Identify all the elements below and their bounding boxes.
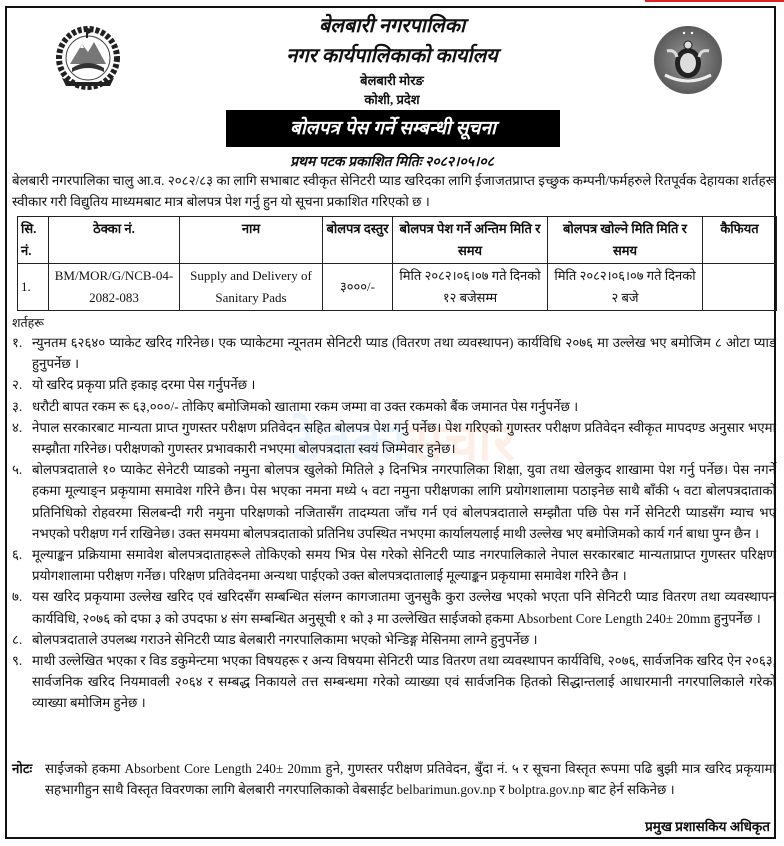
term-number: ६. (12, 547, 23, 563)
term-text: बोलपत्रदाताले उपलब्ध गराउने सेनिटरी प्याड बेलबारी नगरपालिकामा भएको भेन्डिङ्ग मेसिनमा लाग्ने हुनुपर्नेछ । (32, 631, 538, 647)
term-text: न्युनतम ६२६४० प्याकेट खरिद गरिनेछ। एक प्याकेटमा न्यूनतम सेनिटरी प्याड (वितरण तथा व्यवस्थापन) कार्यविधि २०७६ मा उल्लेख भए बमोजिम ८ ओटा प्याड हुनुपर्नेछ । (32, 335, 776, 372)
term-text: मूल्याङ्कन प्रक्रियामा समावेश बोलपत्रदाताहरूले तोकिएको समय भित्र पेस गरेको सेनिटरी प्याड नगरपालिकाले नेपाल सरकारबाट मान्यताप्राप्त गुणस्तर परिक्षण प्रयोगशालामा परीक्षण गर्नेछ। परिक्षण प्रतिवेदनमा अन्यथा पाईएको उक्त बोलपत्रदातालाई मूल्याङ्कन प्रकृयामा समावेश गरिने छैन । (32, 547, 776, 584)
list-item (12, 650, 776, 714)
note (12, 758, 776, 800)
term-number: ५. (12, 462, 23, 478)
term-text: नेपाल सरकारबाट मान्यता प्राप्त गुणस्तर परीक्षण प्रतिवेदन सहित बोलपत्र पेश गर्नु पर्नेछ। पेश गरिएको गुणस्तर परीक्षण प्रतिवेदन स्वीकृत मापदण्ड अनुसार भएमा सम्झौता गरिनेछ। परीक्षणको गुणस्तर प्रभावकारी नभएमा बोलपत्रदाता स्वयं जिम्मेवार हुनेछ। (32, 419, 776, 457)
terms-heading: शर्तहरू (12, 316, 44, 330)
term-text: बोलपत्रदाताले १० प्याकेट सेनेटरी प्याडको नमुना बोलपत्र खुलेको मितिले ३ दिनभित्र नगरपालिका शिक्षा, युवा तथा खेलकुद शाखामा पेश गर्नु पर्नेछ। पेस नगर्ने हकमा मूल्याङ्न प्रकृयामा समावेश गरिने छैन। पेस भएका नमना मध्ये ५ वटा नमुना परीक्षणका लागि प्रयोगशालामा पठाइनेछ साथै बाँकी ५ वटा बोलपत्रदाताको प्रतिनिधिको रोहवरमा सिलबन्दी गरी नमुना परिक्षणको नजितासँग तादम्यता जाँच गर्न एवं बोलपत्रदाताले सम्झौता पछि पेस गर्ने सेनिटरी प्याडसँग म्याच भए नभएको परीक्षण गर्न राखिनेछ। उक्त समयमा बोलपत्रदाताको प्रतिनिध उपस्थित नभएमा कार्यालयलाई माथी उल्लेख भए बमोजिमको कार्य गर्न बाधा पुग्न छैन । (32, 462, 776, 541)
term-number: ९. (12, 653, 23, 669)
list-item (12, 396, 776, 417)
term-number: १. (12, 335, 23, 350)
cell-submission-deadline: मिति २०८२।०६।०७ गते दिनको १२ बजेसम्म (393, 264, 548, 311)
signature-title: प्रमुख प्रशासकिय अधिकृत (645, 819, 770, 834)
term-number: ४. (12, 419, 23, 435)
col-header-fee: बोलपत्र दस्तुर (323, 217, 393, 264)
col-header-remarks: कैफियत (703, 217, 777, 264)
list-item (12, 332, 776, 374)
watermark-part1: ठेक्का (290, 415, 408, 472)
term-number: २. (12, 377, 23, 393)
location: बेलबारी मोरङ (360, 73, 424, 88)
list-item (12, 459, 776, 544)
col-header-name: नाम (180, 217, 323, 264)
cell-fee: ३०००/- (323, 264, 393, 311)
term-text: यो खरिद प्रकृया प्रति इकाइ दरमा पेस गर्नुपर्नेछ । (32, 377, 256, 393)
list-item (12, 629, 776, 650)
cell-contract-no: BM/MOR/G/NCB-04-2082-083 (49, 264, 180, 311)
intro-paragraph: बेलबारी नगरपालिका चालु आ.व. २०८२/८३ का लागि सभाबाट स्वीकृत सेनिटरी प्याड खरिदका लागि ईजाजतप्राप्त इच्छुक कम्पनी/फर्महरुले रितपूर्वक देहायका शर्तहरू स्वीकार गरी विद्युतिय माध्यमबाट मात्र बोलपत्र पेश गर्नु हुन यो सूचना प्रकाशित गरिएको छ । (12, 173, 776, 209)
list-item (12, 417, 776, 459)
province: कोशी, प्रदेश (364, 92, 420, 107)
cell-name: Supply and Delivery of Sanitary Pads (180, 264, 323, 311)
term-number: ८. (12, 631, 23, 647)
municipality-name: बेलबारी नगरपालिका (318, 15, 466, 37)
office-name: नगर कार्यपालिकाको कार्यालय (286, 45, 498, 67)
col-header-sn: सि. नं. (18, 217, 49, 264)
term-text: धरौटी बापत रकम रू ६३,०००/- तोकिए बमोजिमको खातामा रकम जम्मा वा उक्त रकमको बैंक जमानत पेस गर्नुपर्नेछ । (32, 398, 579, 414)
notice-title-banner: बोलपत्र पेस गर्ने सम्बन्धी सूचना (226, 110, 560, 147)
watermark-part2: सचार (407, 415, 517, 472)
cell-sn: 1. (18, 264, 49, 311)
note-label: नोटः (12, 761, 33, 776)
term-text: यस खरिद प्रकृयामा उल्लेख खरिद एवं खरिदसँग सम्बन्धित संलग्न कागजातमा जुनसुकै कुरा उल्लेख भएको भएता पनि सेनिटरी प्याड वितरण तथा व्यवस्थापन कार्यविधि, २०७६ को दफा ३ को उपदफा ४ संग सम्बन्धित अनुसूची १ को ३ मा उल्लेखित साईजको हकमा Absorbent Core Length 240± 20mm हुनुपर्नेछ । (32, 589, 776, 626)
first-published-date: प्रथम पटक प्रकाशित मितिः २०८२।०५।०८ (290, 155, 494, 170)
table-header-row (18, 217, 777, 264)
cell-opening-date: मिति २०८२।०६।०७ गते दिनको २ बजे (548, 264, 703, 311)
col-header-contract-no: ठेक्का नं. (49, 217, 180, 264)
term-number: ३. (12, 398, 23, 414)
col-header-submission-deadline: बोलपत्र पेश गर्ने अन्तिम मिति र समय (393, 217, 548, 264)
cell-remarks (703, 264, 777, 311)
list-item (12, 374, 776, 395)
term-number: ७. (12, 589, 23, 605)
list-item (12, 586, 776, 628)
list-item (12, 544, 776, 586)
col-header-opening-date: बोलपत्र खोल्ने मिति मिति र समय (548, 217, 703, 264)
terms-list (12, 332, 776, 714)
term-text: माथी उल्लेखित भएका र विड डकुमेन्टमा भएका विषयहरू र अन्य विषयमा सेनिटरी प्याड वितरण तथा व्यवस्थापन कार्यविधि, २०७६, सार्वजनिक खरिद ऐन २०६३, सार्वजनिक खरिद नियमावली २०६४ र सम्बद्ध निकायले तत्त सम्बन्धमा गरेको व्याख्या एवं सार्वजनिक हितको सिद्धान्तलाई आधारमानी नगरपालिकाले गरेको व्याख्या बमोजिम हुनेछ । (32, 653, 776, 711)
tender-table (17, 216, 777, 311)
note-text: साईजको हकमा Absorbent Core Length 240± 20mm हुने, गुणस्तर परीक्षण प्रतिवेदन, बुँदा नं. ५ र सूचना विस्तृत रूपमा पढि बुझी मात्र खरिद प्रकृयामा सहभागीहुन साथै विस्तृत विवरणका लागि बेलबारी नगरपालिकाको वेबसाईट belbarimun.gov.np र bolptra.gov.np बाट हेर्न सकिनेछ । (45, 761, 776, 798)
top-red-mark (645, 0, 784, 2)
table-row (18, 264, 777, 311)
